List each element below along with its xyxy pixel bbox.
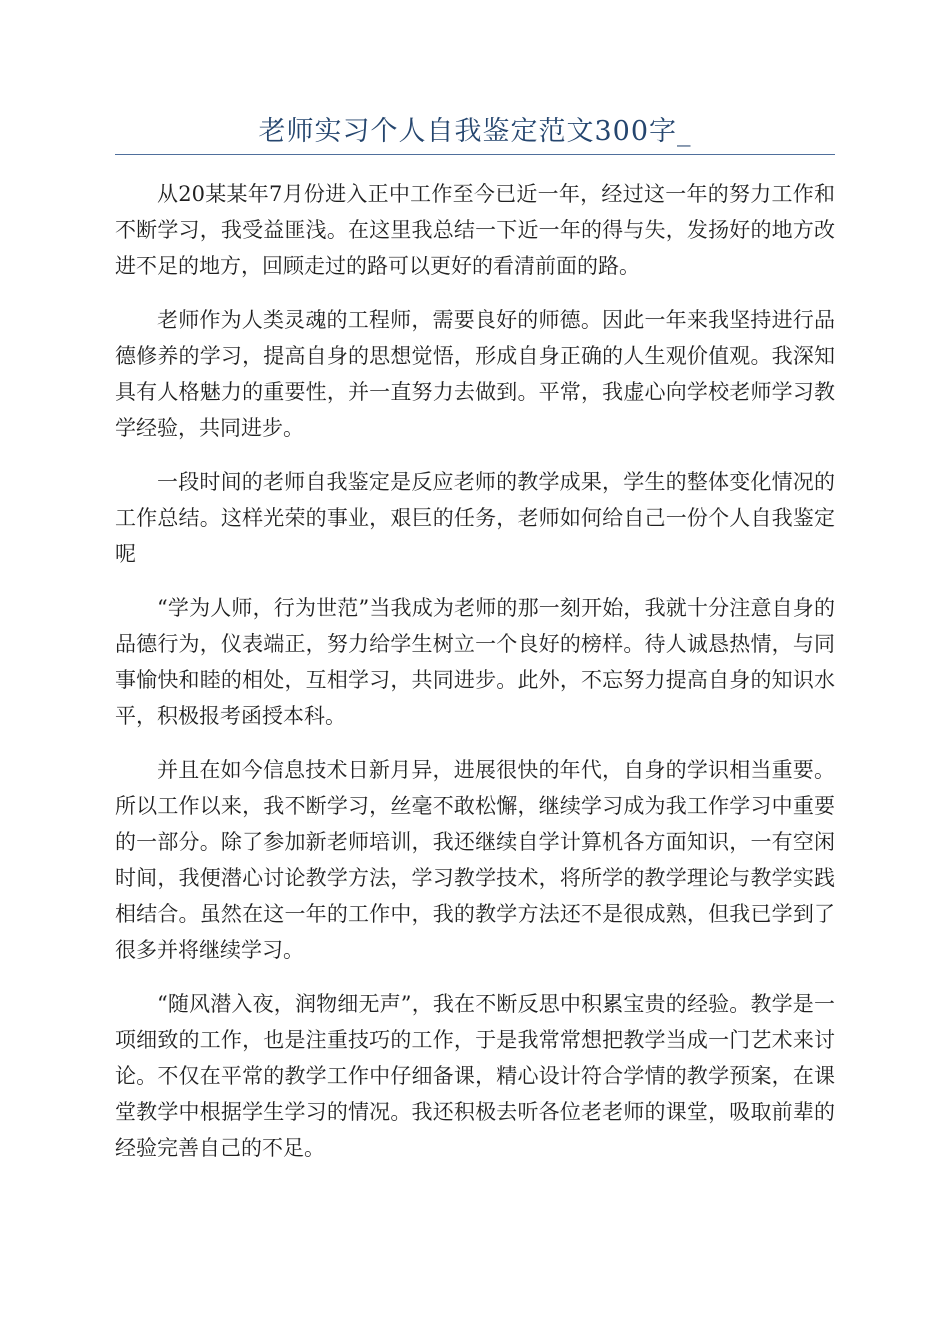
paragraph-6: “随风潜入夜，润物细无声”，我在不断反思中积累宝贵的经验。教学是一项细致的工作，也是注重技巧的工作，于是我常常想把教学当成一门艺术来讨论。不仅在平常的教学工作中仔细备课，精心设计符合学情的教学预案，在课堂教学中根据学生学习的情况。我还积极去听各位老老师的课堂，吸取前辈的经验完善自己的不足。 bbox=[115, 992, 835, 1160]
paragraph-4: “学为人师，行为世范”当我成为老师的那一刻开始，我就十分注意自身的品德行为，仪表端正，努力给学生树立一个良好的榜样。待人诚恳热情，与同事愉快和睦的相处，互相学习，共同进步。此外，不忘努力提高自身的知识水平，积极报考函授本科。 bbox=[115, 596, 835, 728]
document-title: 老师实习个人自我鉴定范文300字_ bbox=[258, 116, 692, 147]
paragraph-1: 从20某某年7月份进入正中工作至今已近一年，经过这一年的努力工作和不断学习，我受益匪浅。在这里我总结一下近一年的得与失，发扬好的地方改进不足的地方，回顾走过的路可以更好的看清前面的路。 bbox=[115, 182, 835, 278]
paragraph-2: 老师作为人类灵魂的工程师，需要良好的师德。因此一年来我坚持进行品德修养的学习，提高自身的思想觉悟，形成自身正确的人生观价值观。我深知具有人格魅力的重要性，并一直努力去做到。平常，我虚心向学校老师学习教学经验，共同进步。 bbox=[115, 308, 835, 440]
paragraph-5: 并且在如今信息技术日新月异，进展很快的年代，自身的学识相当重要。所以工作以来，我不断学习，丝毫不敢松懈，继续学习成为我工作学习中重要的一部分。除了参加新老师培训，我还继续自学计算机各方面知识，一有空闲时间，我便潜心讨论教学方法，学习教学技术，将所学的教学理论与教学实践相结合。虽然在这一年的工作中，我的教学方法还不是很成熟，但我已学到了很多并将继续学习。 bbox=[115, 758, 835, 962]
document-body bbox=[115, 176, 835, 1184]
title-underline bbox=[115, 154, 835, 155]
paragraph-3: 一段时间的老师自我鉴定是反应老师的教学成果，学生的整体变化情况的工作总结。这样光荣的事业，艰巨的任务，老师如何给自己一份个人自我鉴定呢 bbox=[115, 470, 835, 566]
